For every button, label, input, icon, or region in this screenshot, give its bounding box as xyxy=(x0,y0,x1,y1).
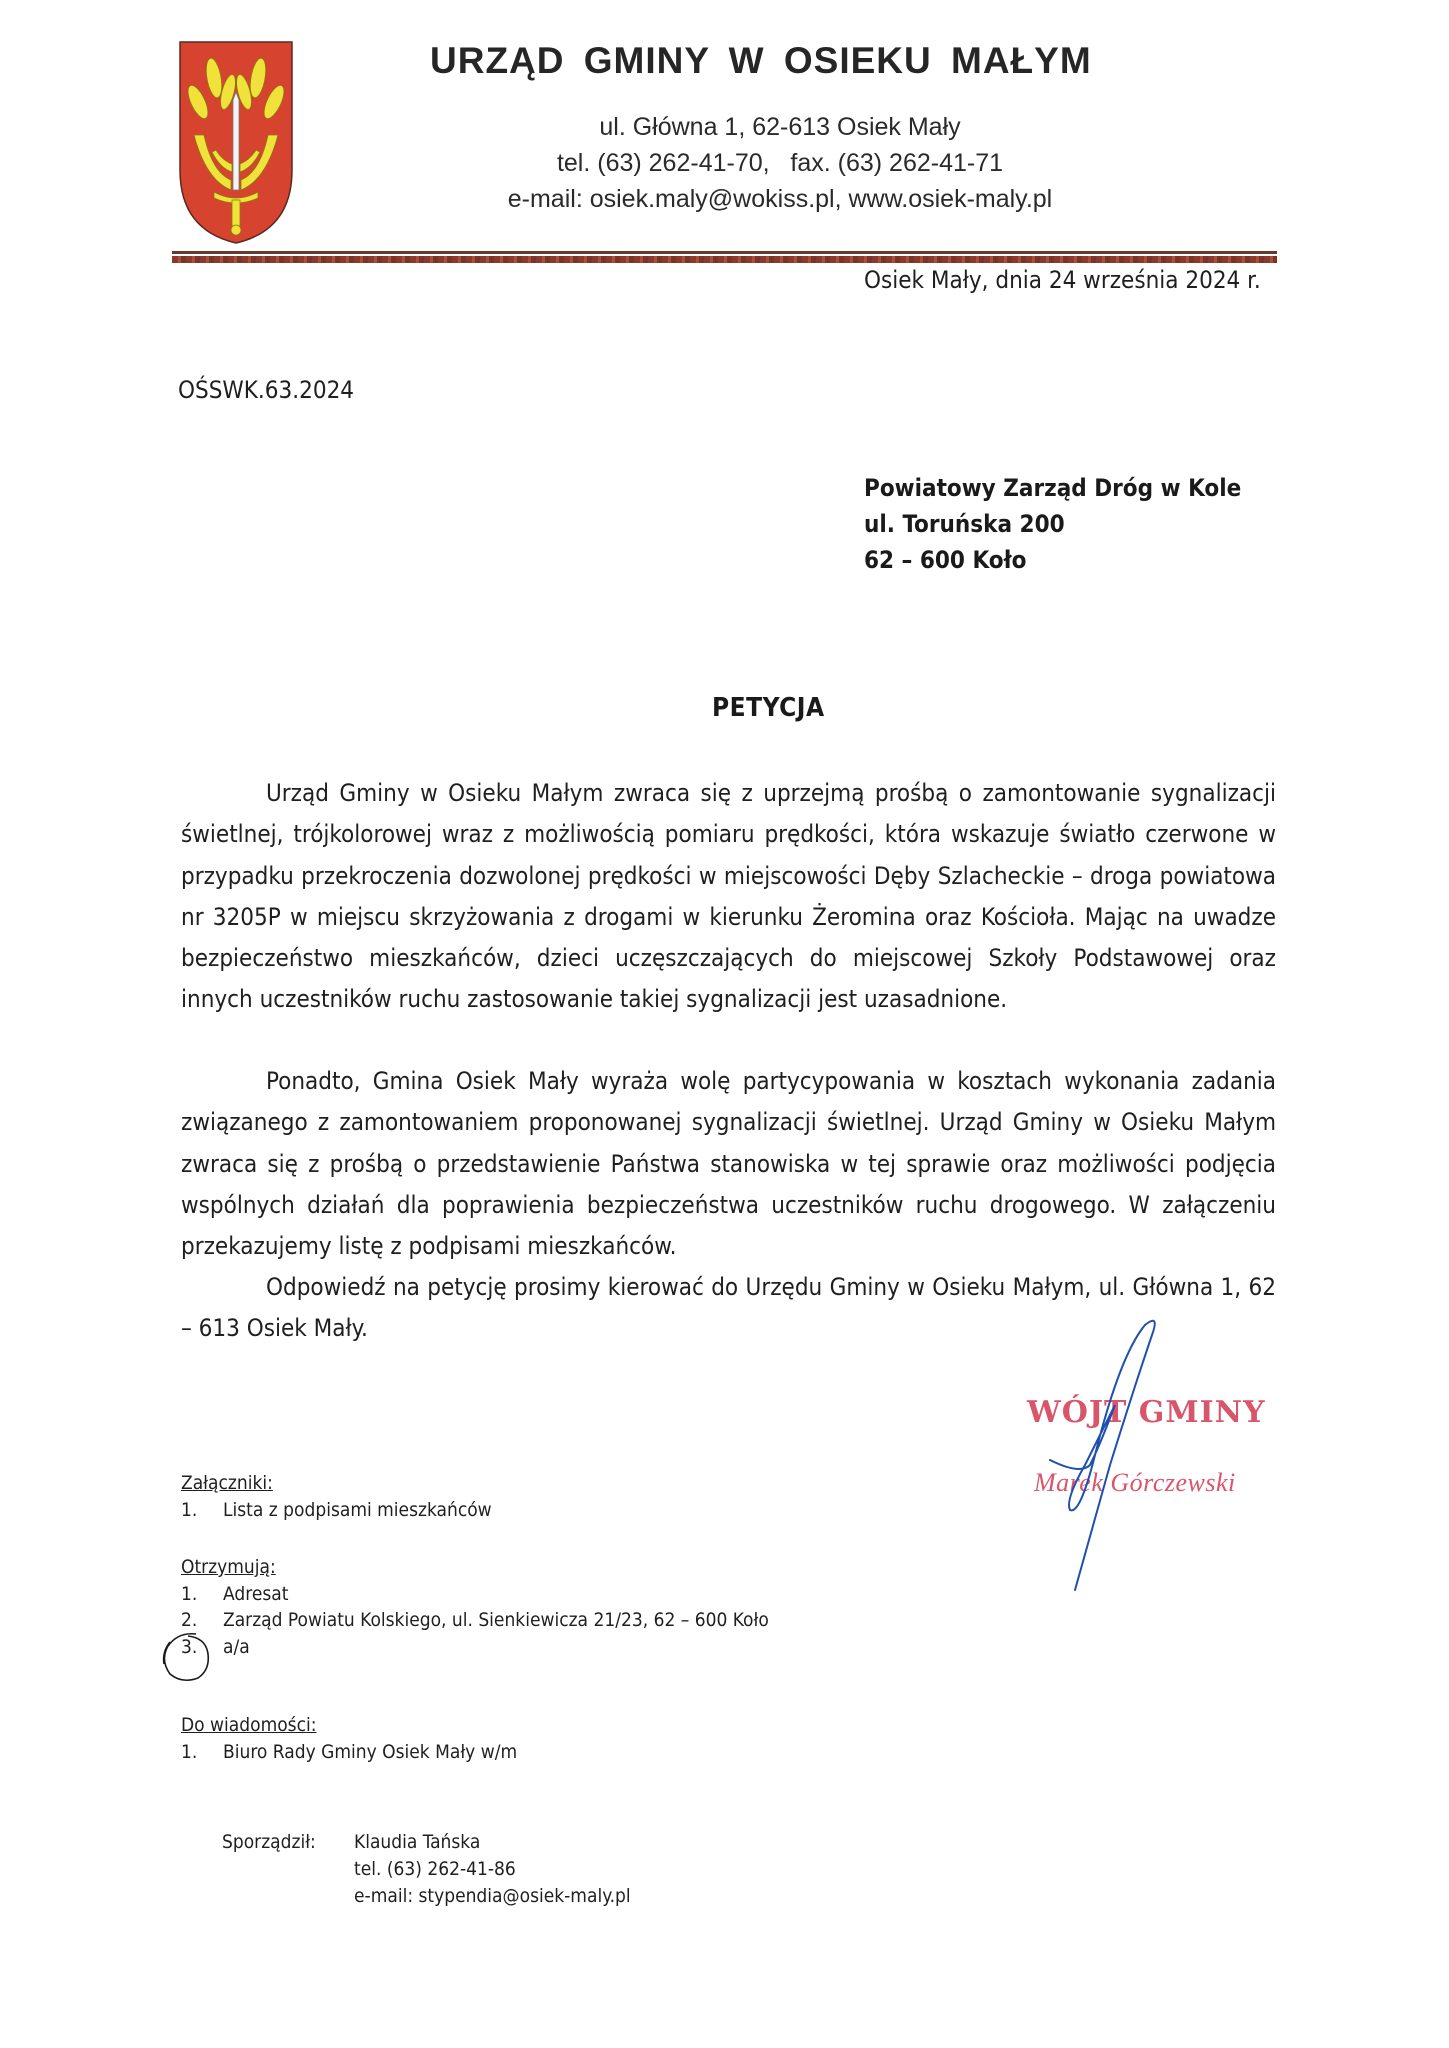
list-text: a/a xyxy=(223,1636,250,1658)
handwritten-circle-icon xyxy=(158,1628,228,1688)
recipients-heading: Otrzymują: xyxy=(181,1556,276,1578)
list-number: 1. xyxy=(181,1499,198,1521)
prepared-by-email: e-mail: stypendia@osiek-maly.pl xyxy=(354,1885,631,1907)
document-title: PETYCJA xyxy=(712,693,825,723)
recipient-city: 62 – 600 Koło xyxy=(864,546,1027,574)
prepared-by-name: Klaudia Tańska xyxy=(354,1831,481,1853)
for-information-heading: Do wiadomości: xyxy=(181,1714,317,1736)
paragraph-text: Urząd Gminy w Osieku Małym zwraca się z uprzejmą prośbą o zamontowanie sygnalizacji świetlnej, trójkolorowej wraz z możliwością pomiaru prędkości, która wskazuje światło czerwone w przypadku przekroczenia dozwolonej prędkości w miejscowości Dęby Szlacheckie – droga powiatowa nr 3205P w miejscu skrzyżowania z drogami w kierunku Żeromina oraz Kościoła. Mając na uwadze bezpieczeństwo mieszkańców, dzieci uczęszczających do miejscowej Szkoły Podstawowej oraz innych uczestników ruchu zastosowanie takiej sygnalizacji jest uzasadnione. xyxy=(181,779,1276,1014)
recipient-name: Powiatowy Zarząd Dróg w Kole xyxy=(864,474,1242,502)
prepared-by-phone: tel. (63) 262-41-86 xyxy=(354,1858,516,1880)
list-text: Zarząd Powiatu Kolskiego, ul. Sienkiewicza 21/23, 62 – 600 Koło xyxy=(223,1609,769,1631)
stamp-title: WÓJT GMINY xyxy=(1027,1395,1266,1430)
attachment-item xyxy=(181,1499,492,1521)
list-text: Biuro Rady Gminy Osiek Mały w/m xyxy=(223,1741,518,1763)
date-line: Osiek Mały, dnia 24 września 2024 r. xyxy=(864,266,1261,294)
list-number: 2. xyxy=(181,1609,198,1631)
recipient-item xyxy=(181,1609,769,1631)
letterhead-phone-fax: tel. (63) 262-41-70, fax. (63) 262-41-71 xyxy=(556,149,1004,177)
list-text: Adresat xyxy=(223,1583,289,1605)
handwritten-signature-icon xyxy=(1040,1315,1180,1595)
for-information-item xyxy=(181,1741,517,1763)
paragraph-text: Ponadto, Gmina Osiek Mały wyraża wolę partycypowania w kosztach wykonania zadania związanego z zamontowaniem proponowanej sygnalizacji świetlnej. Urząd Gminy w Osieku Małym zwraca się z prośbą o przedstawienie Państwa stanowiska w tej sprawie oraz możliwości podjęcia wspólnych działań dla poprawienia bezpieczeństwa uczestników ruchu drogowego. W załączeniu przekazujemy listę z podpisami mieszkańców. xyxy=(181,1067,1276,1261)
list-number: 1. xyxy=(181,1741,198,1763)
reference-number: OŚSWK.63.2024 xyxy=(178,376,355,404)
list-number: 1. xyxy=(181,1583,198,1605)
recipient-item xyxy=(181,1583,288,1605)
attachments-heading: Załączniki: xyxy=(181,1472,273,1494)
body-paragraph xyxy=(181,1061,1276,1267)
paragraph-text: Odpowiedź na petycję prosimy kierować do Urzędu Gminy w Osieku Małym, ul. Główna 1, 62 – 613 Osiek Mały. xyxy=(181,1273,1276,1343)
list-text: Lista z podpisami mieszkańców xyxy=(223,1499,492,1521)
header-divider-thick xyxy=(172,256,1277,263)
body-paragraph xyxy=(181,773,1276,1021)
letterhead-email-web: e-mail: osiek.maly@wokiss.pl, www.osiek-maly.pl xyxy=(507,185,1053,213)
header-divider-thin xyxy=(172,251,1277,254)
coat-of-arms-icon xyxy=(176,40,296,245)
recipient-street: ul. Toruńska 200 xyxy=(864,510,1065,538)
prepared-by-label: Sporządził: xyxy=(222,1831,316,1853)
organization-title: URZĄD GMINY W OSIEKU MAŁYM xyxy=(430,40,1092,81)
letterhead-address: ul. Główna 1, 62-613 Osiek Mały xyxy=(599,113,961,141)
list-number: 3. xyxy=(181,1636,198,1658)
stamp-name: Marek Górczewski xyxy=(1034,1468,1236,1497)
